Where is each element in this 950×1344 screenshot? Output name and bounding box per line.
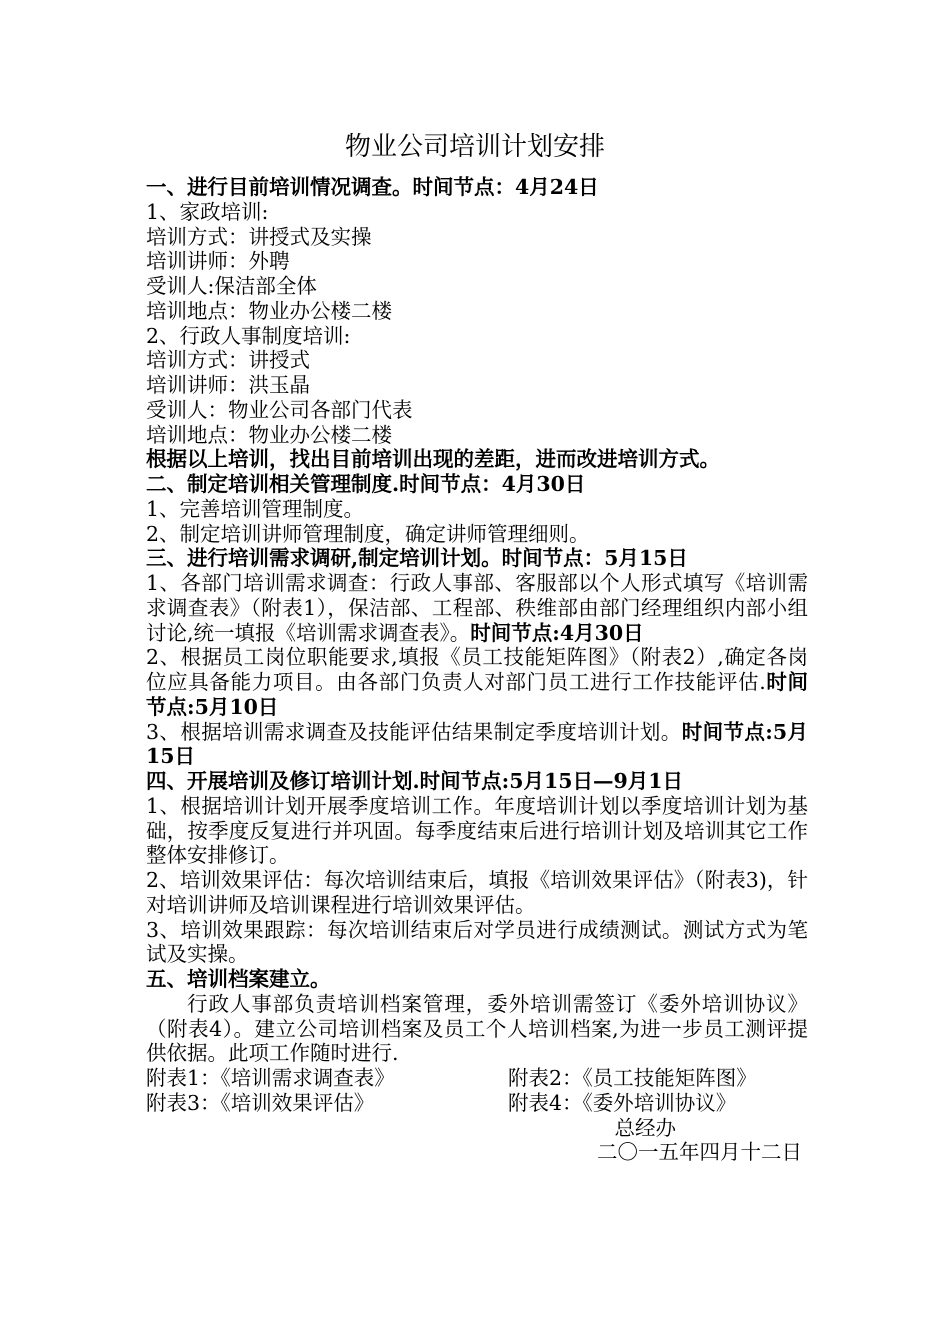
s3-item-2 <box>146 645 808 719</box>
section-4-heading: 四、开展培训及修订培训计划.时间节点:5月15日—9月1日 <box>146 769 684 793</box>
signature-date: 二〇一五年四月十二日 <box>597 1140 802 1165</box>
s1-item-1-lecturer: 培训讲师：外聘 <box>146 249 290 274</box>
s1-item-2-trainee: 受训人：物业公司各部门代表 <box>146 397 413 422</box>
s3-item-1-text: 1、各部门培训需求调查：行政人事部、客服部以个人形式填写《培训需求调查表》（附表1），保洁部、工程部、秩维部由部门经理组织内部小组讨论,统一填报《培训需求调查表》。 <box>146 571 808 645</box>
s3-item-1-node: 时间节点:4月30日 <box>470 620 644 645</box>
s1-item-1-location: 培训地点：物业办公楼二楼 <box>146 298 392 323</box>
s3-item-3 <box>146 720 808 770</box>
document-body <box>146 175 808 1165</box>
s2-item-2: 2、制定培训讲师管理制度，确定讲师管理细则。 <box>146 521 590 546</box>
section-3-heading: 三、进行培训需求调研,制定培训计划。时间节点：5月15日 <box>146 546 688 571</box>
s5-body: 行政人事部负责培训档案管理，委外培训需签订《委外培训协议》（附表4）。建立公司培训档案及员工个人培训档案,为进一步员工测评提供依据。此项工作随时进行. <box>146 991 808 1066</box>
s1-item-1-method: 培训方式：讲授式及实操 <box>146 224 372 249</box>
s3-item-3-text: 3、根据培训需求调查及技能评估结果制定季度培训计划。 <box>146 719 682 744</box>
s4-item-3: 3、培训效果跟踪：每次培训结束后对学员进行成绩测试。测试方式为笔试及实操。 <box>146 917 808 967</box>
s1-conclusion: 根据以上培训，找出目前培训出现的差距，进而改进培训方式。 <box>146 447 720 472</box>
s4-item-1: 1、根据培训计划开展季度培训工作。年度培训计划以季度培训计划为基础，按季度反复进行并巩固。每季度结束后进行培训计划及培训其它工作整体安排修订。 <box>146 793 808 868</box>
s1-item-1-trainee: 受训人:保洁部全体 <box>146 274 317 298</box>
document-title: 物业公司培训计划安排 <box>344 132 605 162</box>
section-5-heading: 五、培训档案建立。 <box>146 967 331 991</box>
s4-item-2: 2、培训效果评估：每次培训结束后，填报《培训效果评估》（附表3)，针对培训讲师及培训课程进行培训效果评估。 <box>146 868 808 917</box>
section-1-heading: 一、进行目前培训情况调查。时间节点：4月24日 <box>146 175 599 199</box>
attachment-3: 附表3：《培训效果评估》 <box>146 1090 375 1115</box>
s1-item-2-lecturer: 培训讲师：洪玉晶 <box>146 373 310 397</box>
s3-item-2-node: 时间节点:5月10日 <box>146 670 809 719</box>
s2-item-1: 1、完善培训管理制度。 <box>146 496 365 521</box>
attachments-row-1 <box>146 1066 808 1091</box>
s1-item-2-location: 培训地点：物业办公楼二楼 <box>146 422 392 447</box>
s1-item-1-title: 1、家政培训: <box>146 199 269 224</box>
s1-item-2-method: 培训方式：讲授式 <box>146 348 310 373</box>
section-2-heading: 二、制定培训相关管理制度.时间节点：4月30日 <box>146 472 586 496</box>
s3-item-3-node: 时间节点:5月15日 <box>146 719 808 769</box>
attachments-row-2 <box>146 1091 808 1116</box>
signature-office: 总经办 <box>614 1115 676 1140</box>
attachment-1: 附表1：《培训需求调查表》 <box>146 1066 395 1090</box>
s1-item-2-title: 2、行政人事制度培训: <box>146 323 351 348</box>
s3-item-2-text: 2、根据员工岗位职能要求,填报《员工技能矩阵图》（附表2）,确定各岗位应具备能力项目。由各部门负责人对部门员工进行工作技能评估. <box>146 645 808 694</box>
s3-item-1 <box>146 571 808 645</box>
attachment-4: 附表4：《委外培训协议》 <box>508 1090 737 1115</box>
attachment-2: 附表2：《员工技能矩阵图》 <box>508 1066 757 1090</box>
